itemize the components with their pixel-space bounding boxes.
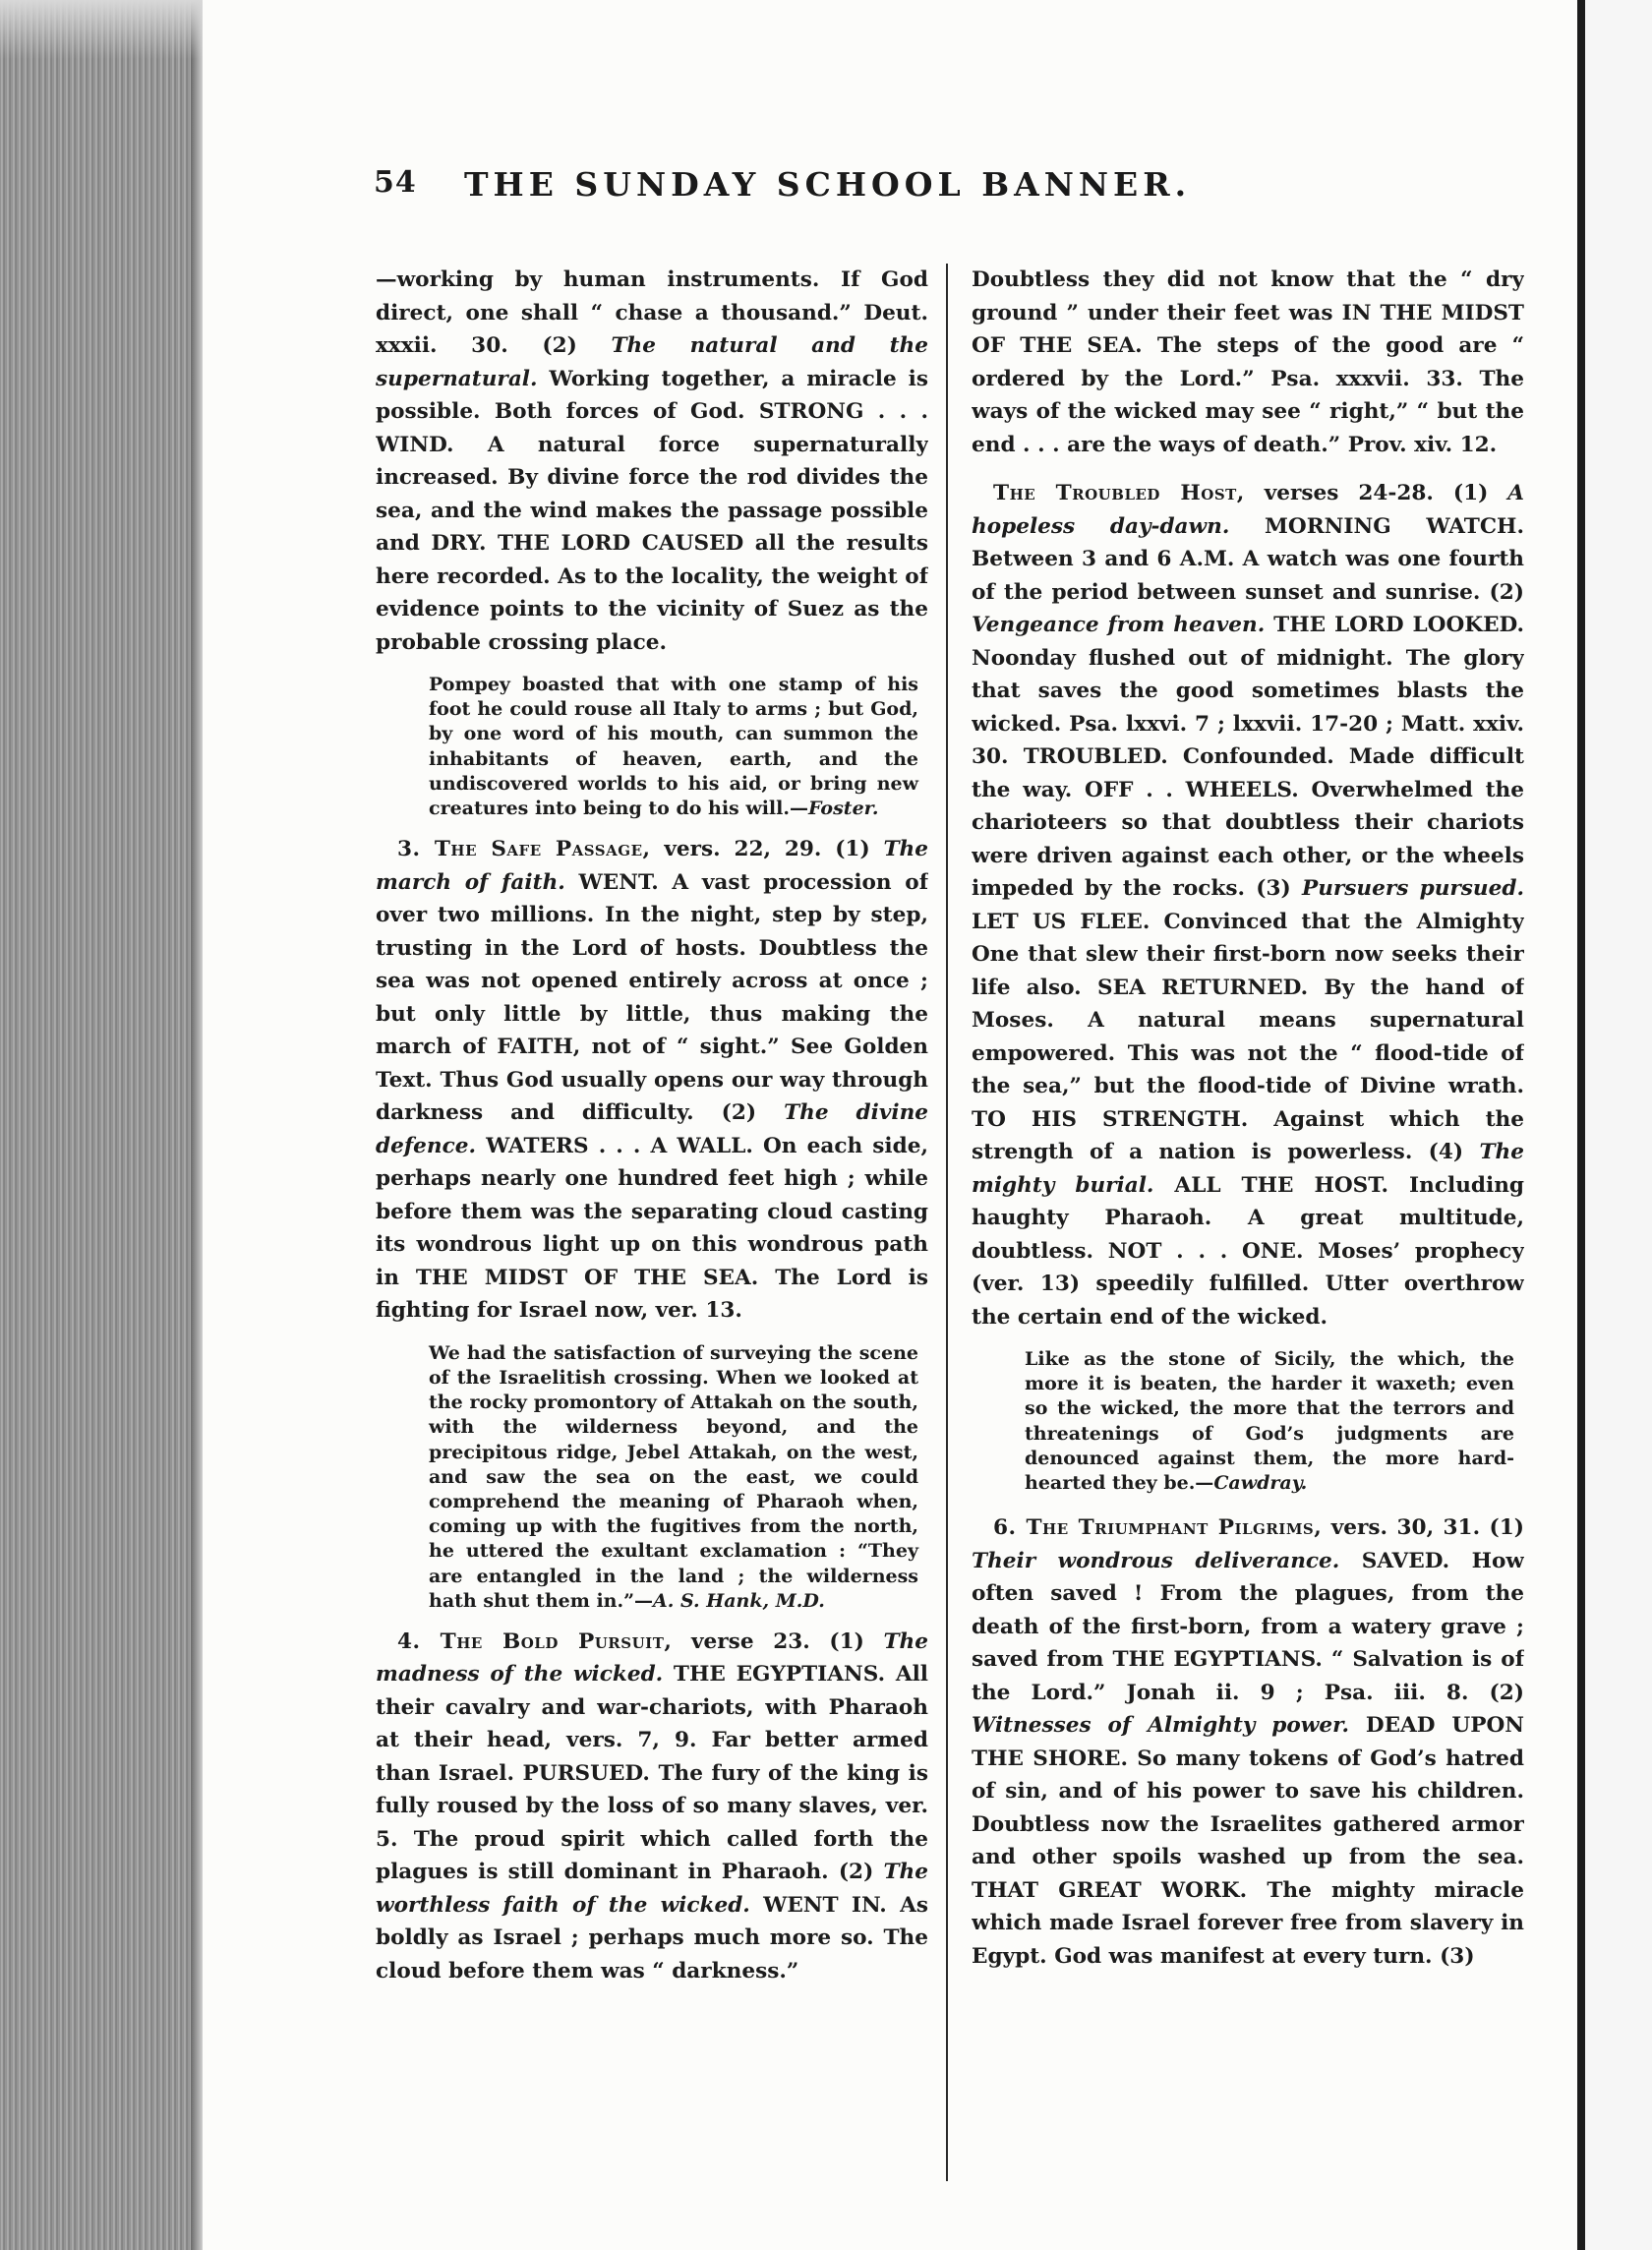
book-page-edges — [0, 0, 203, 2250]
text-run: Working together, a miracle is possible. Both forces of God. STRONG . . . WIND. A natural force supernaturally increased. By divine force the rod divides the sea, and the wind makes the passage possible and DRY. THE LORD CAUSED all the results here recorded. As to the locality, the weight of evidence points to the vicinity of Suez as the probable crossing place. — [376, 366, 928, 655]
text-run: vers. 30, 31. (1) — [1322, 1515, 1524, 1541]
text-run: vers. 22, 29. (1) — [650, 837, 884, 862]
right-column — [972, 264, 1524, 2191]
italic-subheading: The divine defence. — [376, 1100, 928, 1158]
quote-text: We had the satisfaction of surveying the scene of the Israelitish crossing. When we looked at the rocky promontory of Attakah on the south, with the wilderness beyond, and the precipitous ridge, Jebel Attakah, on the west, and saw the sea on the east, we could comprehend the meaning of Pharaoh when, coming up with the fugitives from the north, he uttered the exultant exclamation : “They are entangled in the land ; the wilderness hath shut them in.”— — [429, 1341, 918, 1612]
running-header — [374, 165, 1288, 224]
text-run: THE LORD LOOKED. Noonday flushed out of midnight. The glory that saves the good sometimes blasts the wicked. Psa. lxxvi. 7 ; lxxvii. 17-20 ; Matt. xxiv. 30. TROUBLED. Confounded. Made difficult the way. OFF . . WHEELS. Overwhelmed the charioteers so that doubtless their chariots were driven against each other, or the wheels impeded by the rocks. (3) — [972, 613, 1524, 901]
text-run: WENT. A vast procession of over two millions. In the night, step by step, trusting in the Lord of hosts. Doubtless the sea was not opened entirely across at once ; but only little by little, thus making the march of FAITH, not of “ sight.” See Golden Text. Thus God usually opens our way through darkness and difficulty. (2) — [376, 869, 928, 1126]
text-run: MORNING WATCH. Between 3 and 6 A.M. A watch was one fourth of the period between sunset and sunrise. (2) — [972, 513, 1524, 605]
quote-text: Pompey boasted that with one stamp of his foot he could rouse all Italy to arms ; but God, by one word of his mouth, can summon the inhabitants of heaven, earth, and the undiscovered worlds to his aid, or bring new creatures into being to do his will.— — [429, 674, 918, 820]
running-title: THE SUNDAY SCHOOL BANNER. — [464, 165, 1192, 204]
italic-subheading: The march of faith. — [376, 837, 928, 895]
page-gutter — [1577, 0, 1585, 2250]
page-number: 54 — [374, 165, 417, 200]
italic-subheading: The mighty burial. — [972, 1140, 1524, 1198]
paragraph-intro — [376, 264, 928, 659]
section-safe-passage — [376, 833, 928, 1328]
left-column — [376, 264, 928, 2191]
text-run: LET US FLEE. Convinced that the Almighty One that slew their first-born now seeks their life also. SEA RETURNED. By the hand of Moses. A natural means supernatural empowered. This was not the “ flood-tide of the sea,” but the flood-tide of Divine wrath. TO HIS STRENGTH. Against which the strength of a nation is powerless. (4) — [972, 909, 1524, 1164]
facing-page-margin — [1585, 0, 1652, 2250]
quote-text: Like as the stone of Sicily, the which, the more it is beaten, the harder it waxeth; even so the wicked, the more that the terrors and threatenings of God’s judgments are denounced against them, the more hard-hearted they be.— — [1025, 1348, 1514, 1495]
text-run: WATERS . . . A WALL. On each side, perhaps nearly one hundred feet high ; while before them was the separating cloud casting its wondrous light up on this wondrous path in THE MIDST OF THE SEA. The Lord is fighting for Israel now, ver. 13. — [376, 1133, 928, 1324]
paragraph-continued: Doubtless they did not know that the “ dry ground ” under their feet was IN THE MIDST OF THE SEA. The steps of the good are “ ordered by the Lord.” Psa. xxxvii. 33. The ways of the wicked may see “ right,” “ but the end . . . are the ways of death.” Prov. xiv. 12. — [972, 267, 1524, 457]
section-triumphant-pilgrims — [972, 1511, 1524, 1973]
text-run: WENT IN. As boldly as Israel ; perhaps much more so. The cloud before them was “ darkness.” — [376, 1892, 928, 1984]
italic-subheading: A hopeless day-dawn. — [972, 481, 1524, 539]
italic-subheading: The madness of the wicked. — [376, 1628, 928, 1688]
italic-subheading: The worthless faith of the wicked. — [376, 1860, 928, 1918]
quote-cawdray — [1025, 1347, 1514, 1496]
section-heading: 3. The Safe Passage, — [397, 837, 651, 862]
text-run: —working by human instruments. If God direct, one shall “ chase a thousand.” Deut. xxxii. 30. (2) — [376, 267, 928, 358]
italic-subheading: Their wondrous deliverance. — [972, 1548, 1340, 1573]
quote-foster — [429, 673, 918, 821]
text-run: ALL THE HOST. Including haughty Pharaoh. A great multitude, doubtless. NOT . . . ONE. Moses’ prophecy (ver. 13) speedily fulfilled. Utter overthrow the certain end of the wicked. — [972, 1172, 1524, 1330]
quote-attribution: Foster. — [807, 798, 879, 820]
text-run: verse 23. (1) — [672, 1628, 884, 1654]
italic-subheading: Pursuers pursued. — [1301, 876, 1524, 901]
book-edge-shadow — [0, 0, 203, 59]
text-run: DEAD UPON THE SHORE. So many tokens of God’s hatred of sin, and of his power to save his children. Doubtless now the Israelites gathered armor and other spoils washed up from the sea. THAT GREAT WORK. The mighty miracle which made Israel forever free from slavery in Egypt. God was manifest at every turn. (3) — [972, 1713, 1524, 1969]
quote-attribution: A. S. Hank, M.D. — [653, 1589, 825, 1612]
italic-subheading: Witnesses of Almighty power. — [972, 1713, 1350, 1739]
text-run: THE EGYPTIANS. All their cavalry and war-chariots, with Pharaoh at their head, vers. 7, 9. Far better armed than Israel. PURSUED. The fury of the king is fully roused by the loss of so many slaves, ver. 5. The proud spirit which called forth the plagues is still dominant in Pharaoh. (2) — [376, 1662, 928, 1885]
italic-subheading: Vengeance from heaven. — [972, 613, 1266, 637]
section-bold-pursuit — [376, 1626, 928, 1988]
quote-attribution: Cawdray. — [1213, 1472, 1308, 1495]
section-troubled-host — [972, 477, 1524, 1333]
text-run: SAVED. How often saved ! From the plagues, from the death of the first-born, from a watery grave ; saved from THE EGYPTIANS. “ Salvation is of the Lord.” Jonah ii. 9 ; Psa. iii. 8. (2) — [972, 1548, 1524, 1705]
section-heading: 4. The Bold Pursuit, — [397, 1628, 673, 1654]
quote-hank — [429, 1341, 918, 1614]
text-run: verses 24-28. (1) — [1244, 481, 1508, 505]
italic-subheading: The natural and the supernatural. — [376, 333, 928, 391]
section-heading: 6. The Triumphant Pilgrims, — [993, 1515, 1323, 1541]
section-heading: The Troubled Host, — [993, 481, 1245, 505]
column-divider — [946, 264, 948, 2181]
